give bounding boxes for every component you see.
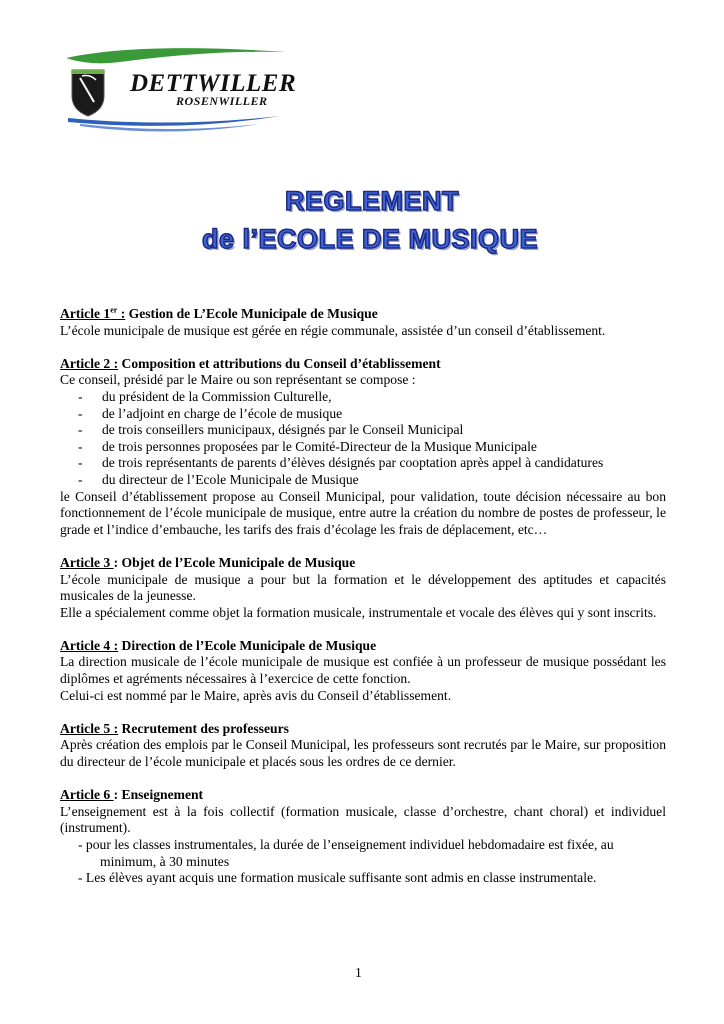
article-4-text-2: Celui-ci est nommé par le Maire, après avis du Conseil d’établissement. <box>60 687 452 703</box>
headline-line-2: de l’ECOLE DE MUSIQUE <box>201 224 539 254</box>
article-1-heading <box>60 306 666 323</box>
article-3-text-1: L’école municipale de musique a pour but la formation et le développement des aptitudes et capacités musicales de la jeunesse. <box>60 571 666 604</box>
article-6-heading <box>60 787 666 804</box>
article-2-label: Article 2 : <box>60 355 119 371</box>
article-4-label: Article 4 : <box>60 637 119 653</box>
article-5-label: Article 5 : <box>60 720 119 736</box>
article-3-text-2: Elle a spécialement comme objet la formation musicale, instrumentale et vocale des élèves qui y sont inscrits. <box>60 604 657 620</box>
article-3-heading <box>60 555 666 572</box>
logo-subtitle: ROSENWILLER <box>176 94 268 108</box>
list-item: - de l’adjoint en charge de l’école de musique <box>60 406 666 423</box>
article-4-title: Direction de l’Ecole Municipale de Musique <box>118 637 377 653</box>
document-body <box>60 306 666 887</box>
article-3-label: Article 3 <box>60 554 114 570</box>
article-6-item-1-line-2: minimum, à 30 minutes <box>100 853 230 869</box>
article-6-item-2: - Les élèves ayant acquis une formation musicale suffisante sont admis en classe instrumentale. <box>78 870 597 886</box>
article-5-heading <box>60 721 666 738</box>
page-number: 1 <box>355 965 362 980</box>
article-1-text: L’école municipale de musique est gérée en régie communale, assistée d’un conseil d’établissement. <box>60 322 606 338</box>
logo-title: DETTWILLER <box>130 70 297 97</box>
council-members-list <box>60 389 666 489</box>
article-2-intro: Ce conseil, présidé par le Maire ou son représentant se compose : <box>60 372 416 388</box>
article-5-text: Après création des emplois par le Conseil Municipal, les professeurs sont recrutés par le Maire, sur proposition du directeur de l’école municipale et placés sous les ordres de ce dernier. <box>60 737 666 770</box>
list-item: - de trois personnes proposées par le Comité-Directeur de la Musique Municipale <box>60 439 666 456</box>
article-4-text-1: La direction musicale de l’école municipale de musique est confiée à un professeur de musique possédant les diplômes et agréments nécessaires à l’exercice de cette fonction. <box>60 654 666 687</box>
article-1-label: Article 1er : <box>60 305 126 321</box>
list-item: - du directeur de l’Ecole Municipale de Musique <box>60 472 666 489</box>
green-swoosh <box>66 48 286 63</box>
article-2-heading <box>60 356 666 373</box>
article-6-item-1-line-1: - pour les classes instrumentales, la durée de l’enseignement individuel hebdomadaire est fixée, au <box>78 837 614 852</box>
article-2-text: le Conseil d’établissement propose au Conseil Municipal, pour validation, toute décision nécessaire au bon fonctionnement de l’école municipale de musique, entre autre la création du nombre de postes de professeur, le grade et l’indice d’embauche, les tarifs des frais d’écolage les frais de déplacement, etc… <box>60 488 666 537</box>
article-1-title: Gestion de L’Ecole Municipale de Musique <box>125 306 378 321</box>
article-4-heading <box>60 638 666 655</box>
blue-swoosh <box>68 116 280 126</box>
article-6-text: L’enseignement est à la fois collectif (formation musicale, classe d’orchestre, chant choral) et individuel (instrument). <box>60 803 666 836</box>
article-6-label: Article 6 <box>60 787 114 803</box>
headline-line-1: REGLEMENT <box>284 186 459 216</box>
article-2-title: Composition et attributions du Conseil d’établissement <box>118 355 441 371</box>
list-item: - de trois conseillers municipaux, désignés par le Conseil Municipal <box>60 422 666 439</box>
article-6-title: : Enseignement <box>113 787 204 803</box>
list-item: - de trois représentants de parents d’élèves désignés par cooptation après appel à candidatures <box>60 455 666 472</box>
article-3-title: : Objet de l’Ecole Municipale de Musique <box>113 554 356 570</box>
article-5-title: Recrutement des professeurs <box>118 720 289 736</box>
list-item: - du président de la Commission Culturelle, <box>60 389 666 406</box>
municipality-logo <box>60 44 297 132</box>
